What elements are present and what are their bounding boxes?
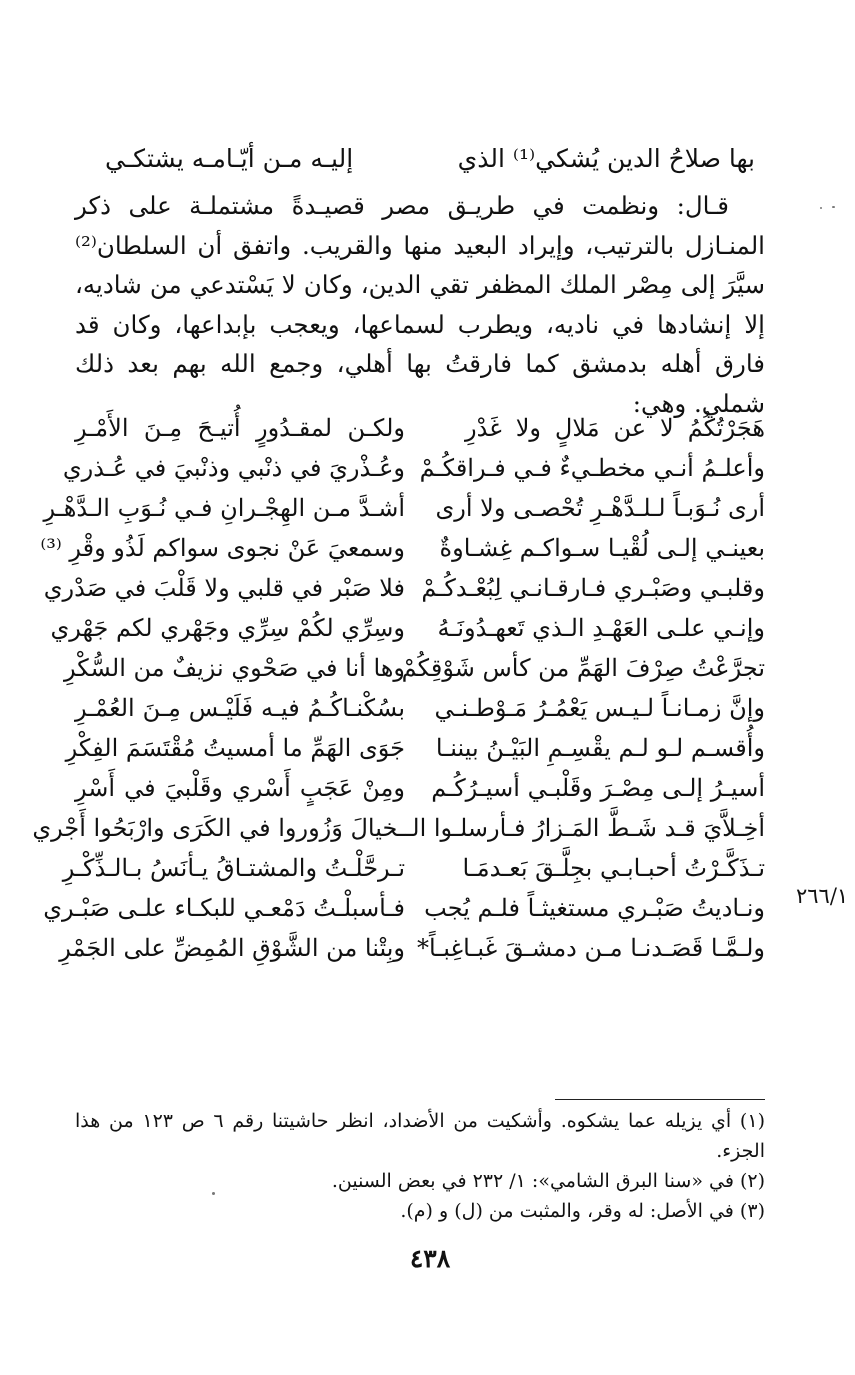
poem-verse	[64, 654, 765, 694]
poem-verse	[40, 534, 765, 574]
verse-second-hemistich: ـخيالَ وَزُوروا في الكَرَى وارْبَحُوا أَجْري	[32, 814, 405, 842]
verse-first-hemistich: وإنـي علـى العَهْـدِ الـذي تَعهـدُونَـهُ	[437, 614, 765, 642]
verse-first-hemistich: أسيـرُ إلـى مِصْـرَ وقَلْبـي أسيـرُكُـم	[431, 774, 765, 802]
verse-second-hemistich: بسُكْنـاكُـمُ فيـه فَلَيْـس مِـنَ العُمْـرِ	[75, 694, 405, 722]
verse-second-hemistich: ولكـن لمقـدُورٍ أُتيـحَ مِـنَ الأَمْـرِ	[75, 414, 405, 442]
poem	[32, 414, 765, 974]
verse-first-hemistich: وإنَّ زمـانـاً لـيـس يَعْمُـرُ مَـوْطـنـي	[434, 694, 765, 722]
footnote-2: (٢) في «سنا البرق الشامي»: ١/ ٢٣٢ في بعض السنين.	[331, 1170, 765, 1192]
footnotes	[75, 1106, 765, 1226]
verse-second-hemistich: أشـدَّ مـن الهِجْـرانِ فـي نُـوَبِ الـدَّهْـرِ	[43, 494, 405, 522]
poem-verse	[62, 454, 765, 494]
poem-verse	[43, 494, 765, 534]
poem-verse	[75, 774, 765, 814]
verse-second-hemistich: تـرحَّلْـتُ والمشتـاقُ يـأنَسُ بـالـذِّكْـرِ	[62, 854, 405, 882]
footnote-separator	[555, 1099, 765, 1100]
verse-first-hemistich: أخِـلاَّيَ قـد شَـطَّ المَـزارُ فـأرسلـوا الـ	[405, 814, 765, 842]
verse-second-hemistich: فلا صَبْر في قلبي ولا قَلْبَ في صَدْري	[43, 574, 405, 602]
opening-verse	[105, 144, 755, 184]
scan-speck	[212, 1192, 215, 1195]
poem-verse	[59, 934, 765, 974]
verse-second-hemistich: ومِنْ عَجَبٍ أَسْري وقَلْبيَ في أَسْرِ	[75, 774, 405, 802]
verse-first-hemistich: وقلبـي وصَبْـري فـارقـانـي لِبُعْـدكُـمْ	[421, 574, 765, 602]
scan-speck	[820, 207, 822, 209]
margin-reference: ٢٦٦/١	[796, 884, 849, 908]
verse-second-hemistich: جَوَى الهَمِّ ما أمسيتُ مُقْتَسَمَ الفِكْرِ	[65, 734, 405, 762]
verse-first-hemistich: تـذَكَّـرْتُ أحبـابـي بجِلَّـقَ بَعـدمَـا	[462, 854, 765, 882]
poem-verse	[65, 734, 765, 774]
verse-second-hemistich: فـأسبلْـتُ دَمْعـي للبكـاء علـى صَبْـري	[43, 894, 405, 922]
verse-first-hemistich: وأعلـمُ أنـي مخطـيءٌ فـي فـراقكُـمْ	[419, 454, 765, 482]
verse-first-hemistich: هَجَرْتُكُمُ لا عن مَلالٍ ولا غَدْرِ	[465, 414, 765, 442]
verse-first-hemistich: وأُقسـم لـو لـم يقْسِـمِ البَيْـنُ بيننـا	[435, 734, 765, 762]
poem-verse	[75, 694, 765, 734]
verse-second-hemistich: وبِتْنا من الشَّوْقِ المُمِضِّ على الجَمْرِ	[59, 934, 405, 962]
prose-text: قـال: ونظمت في طريـق مصر قصيـدةً مشتملـة على ذكر المنـازل بالترتيب، وإيراد البعيد منها والقريب. واتفق أن السلطان⁽²⁾ سيَّرَ إلى مِصْر الملك المظفر تقي الدين، وكان لا يَسْتدعي من شاديه، إلا إنشادها في ناديه، ويطرب لسماعها، ويعجب بإبداعها، وكان قد فارق أهله بدمشق كما فارقتُ بها أهلي، وجمع الله بهم بعد ذلك شملي. وهي:	[75, 191, 765, 418]
footnote-1: (١) أي يزيله عما يشكوه. وأشكيت من الأضداد، انظر حاشيتنا رقم ٦ ص ١٢٣ من هذا الجزء.	[75, 1110, 765, 1162]
verse-second-hemistich: وها أنا في صَحْوي نزيفٌ من السُّكْرِ	[64, 654, 405, 682]
verse-second-hemistich: وسِرِّي لكُمْ سِرِّي وجَهْري لكم جَهْري	[50, 614, 405, 642]
verse-first-hemistich: بها صلاحُ الدين يُشكي⁽¹⁾ الذي	[457, 144, 755, 173]
verse-first-hemistich: ونـاديتُ صَبْـري مستغيثـاً فلـم يُجب	[424, 894, 765, 922]
scan-speck	[832, 206, 835, 208]
verse-second-hemistich: وسمعيَ عَنْ نجوى سواكم لَذُو وقْرِ ⁽³⁾	[40, 534, 405, 562]
verse-first-hemistich: تجرَّعْتُ صِرْفَ الهَمِّ من كأس شَوْقِكُمْ	[401, 654, 765, 682]
poem-verse	[43, 894, 765, 934]
verse-first-hemistich: أرى نُـوَبـاً لـلـدَّهْـرِ تُحْصـى ولا أرى	[435, 494, 765, 522]
poem-verse	[75, 414, 765, 454]
verse-first-hemistich: ولـمَّـا قَصَـدنـا مـن دمشـقَ غَبـاغِبـاً*	[416, 934, 765, 962]
verse-second-hemistich: إليـه مـن أيّـامـه يشتكـي	[105, 144, 354, 173]
page-number: ٤٣٨	[409, 1244, 451, 1273]
footnote-3: (٣) في الأصل: له وقر، والمثبت من (ل) و (م).	[400, 1200, 765, 1222]
verse-second-hemistich: وعُـذْريَ في ذنْبي وذنْبيَ في عُـذري	[62, 454, 405, 482]
prose-paragraph	[75, 186, 765, 423]
poem-verse	[43, 574, 765, 614]
poem-verse	[32, 814, 765, 854]
poem-verse	[62, 854, 765, 894]
poem-verse	[50, 614, 765, 654]
verse-first-hemistich: بعينـي إلـى لُقْيـا سـواكـم غِشـاوةٌ	[439, 534, 765, 562]
